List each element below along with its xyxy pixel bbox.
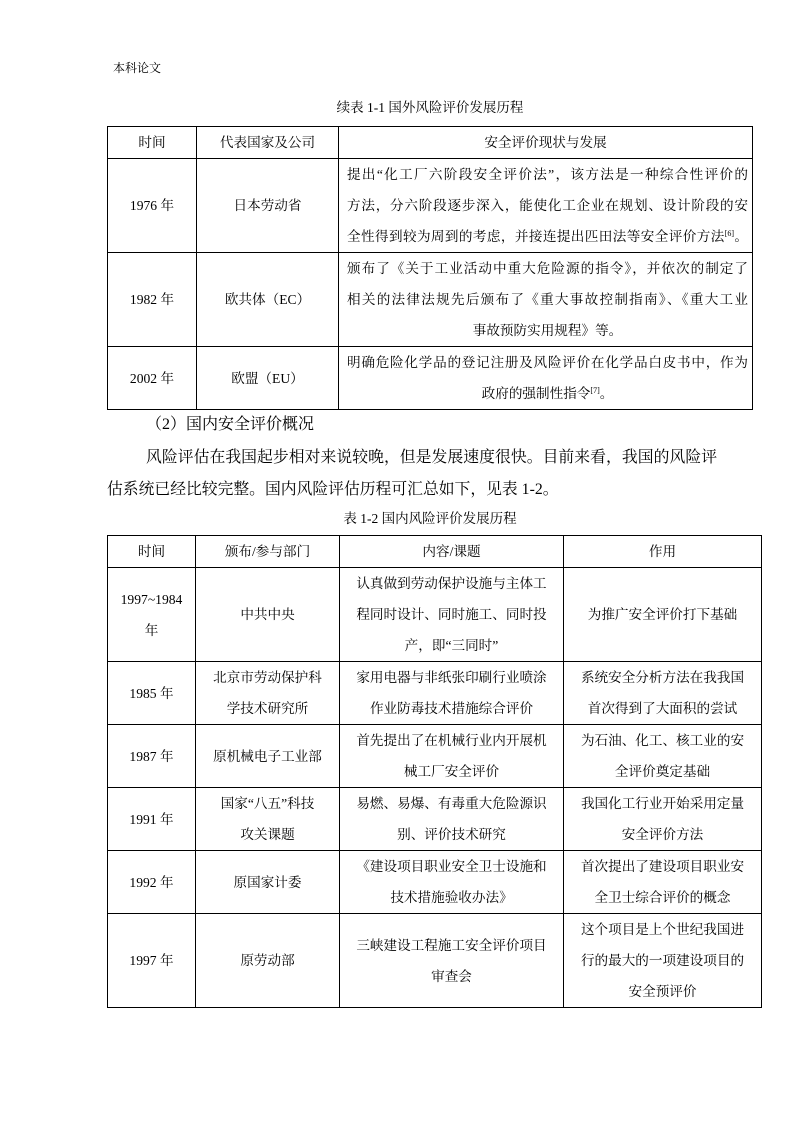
year-cell	[108, 851, 196, 914]
table-row	[108, 788, 762, 851]
table-row	[108, 568, 762, 662]
effect-cell	[564, 568, 762, 662]
line-text: 全性得到较为周到的考虑，并接连提出匹田法等安全评价方法	[347, 229, 725, 244]
paragraph-line: 风险评估在我国起步相对来说较晚，但是发展速度很快。目前来看，我国的风险评	[146, 449, 717, 466]
text-line: 1997 年	[129, 953, 174, 968]
year-cell	[108, 914, 196, 1008]
organization-cell: 日本劳动省	[197, 159, 339, 253]
department-cell	[196, 568, 340, 662]
content-cell	[340, 725, 564, 788]
text-line: 相关的法律法规先后颁布了《重大事故控制指南》、《重大工业	[347, 292, 748, 307]
line-text-tail: 。	[599, 386, 614, 401]
content-cell	[340, 788, 564, 851]
text-line	[347, 221, 748, 252]
department-cell	[196, 725, 340, 788]
text-line: 别、评价技术研究	[397, 827, 506, 842]
text-line: 技术措施验收办法》	[390, 890, 513, 905]
text-line: 学技术研究所	[226, 701, 309, 716]
text-line: 审查会	[431, 968, 472, 984]
text-line: 为石油、化工、核工业的安	[580, 733, 745, 748]
table-row	[108, 662, 762, 725]
text-line: 中共中央	[240, 607, 295, 622]
text-line: 年	[144, 622, 159, 638]
year-cell: 1982 年	[108, 253, 197, 347]
year-cell	[108, 568, 196, 662]
year-cell: 1976 年	[108, 159, 197, 253]
text-line: 全评价奠定基础	[614, 764, 711, 779]
content-cell	[340, 851, 564, 914]
table-header-row	[108, 536, 762, 568]
text-line: 安全预评价	[628, 984, 697, 999]
table-row	[108, 159, 753, 253]
line-text: 政府的强制性指令	[481, 386, 591, 401]
department-cell	[196, 851, 340, 914]
content-cell	[340, 568, 564, 662]
text-line: 易燃、易爆、有毒重大危险源识	[356, 796, 547, 811]
organization-cell: 欧盟（EU）	[197, 347, 339, 410]
text-line: 颁布了《关于工业活动中重大危险源的指令》，并依次的制定了	[347, 261, 748, 276]
content-cell	[340, 914, 564, 1008]
table-1-1-caption: 续表 1-1 国外风险评价发展历程	[336, 100, 524, 115]
text-line: 家用电器与非纸张印刷行业喷涂	[356, 670, 547, 685]
table-row	[108, 347, 753, 410]
year-cell	[108, 662, 196, 725]
paragraph-line: 估系统已经比较完整。国内风险评估历程可汇总如下，见表 1-2。	[107, 481, 559, 498]
header-cell-status: 安全评价现状与发展	[339, 127, 753, 159]
table-row	[108, 914, 762, 1008]
text-line: 原国家计委	[233, 874, 302, 890]
text-line: 首次得到了大面积的尝试	[587, 701, 738, 716]
header-cell-country: 代表国家及公司	[197, 127, 339, 159]
body-paragraph	[107, 442, 717, 506]
description-cell	[339, 253, 753, 347]
text-line: 1997~1984	[120, 591, 183, 607]
effect-cell	[564, 914, 762, 1008]
text-line: 1985 年	[129, 685, 174, 701]
header-cell-time: 时间	[108, 127, 197, 159]
running-header: 本科论文	[113, 61, 162, 75]
table-row	[108, 253, 753, 347]
year-cell	[108, 725, 196, 788]
department-cell	[196, 788, 340, 851]
text-line: 攻关课题	[240, 827, 295, 842]
table-1-2-caption: 表 1-2 国内风险评价发展历程	[343, 511, 517, 526]
header-cell-time: 时间	[108, 536, 196, 568]
citation-superscript: [6]	[724, 229, 735, 238]
text-line: 《建设项目职业安全卫士设施和	[356, 859, 547, 874]
text-line: 三峡建设工程施工安全评价项目	[356, 937, 547, 953]
organization-cell: 欧共体（EC）	[197, 253, 339, 347]
text-line: 这个项目是上个世纪我国进	[580, 922, 745, 937]
text-line: 行的最大的一项建设项目的	[580, 953, 745, 968]
department-cell	[196, 914, 340, 1008]
text-line: 首先提出了在机械行业内开展机	[356, 733, 547, 748]
text-line: 全卫士综合评价的概念	[594, 890, 731, 905]
content-cell	[340, 662, 564, 725]
text-line	[347, 378, 748, 409]
text-line: 为推广安全评价打下基础	[587, 607, 738, 622]
text-line: 产，即“三同时”	[404, 638, 499, 653]
effect-cell	[564, 725, 762, 788]
text-line: 北京市劳动保护科	[213, 670, 322, 685]
table-row	[108, 851, 762, 914]
text-line: 1992 年	[129, 874, 174, 890]
foreign-risk-assessment-table	[107, 126, 753, 410]
effect-cell	[564, 851, 762, 914]
text-line: 1987 年	[129, 748, 174, 764]
header-cell-department: 颁布/参与部门	[196, 536, 340, 568]
year-cell: 2002 年	[108, 347, 197, 410]
domestic-risk-assessment-table	[107, 535, 762, 1008]
citation-superscript: [7]	[590, 386, 600, 395]
effect-cell	[564, 662, 762, 725]
text-line: 系统安全分析方法在我我国	[580, 670, 745, 685]
text-line: 提出“化工厂六阶段安全评价法”，该方法是一种综合性评价的	[347, 167, 748, 182]
line-text-tail: 。	[734, 229, 749, 244]
section-heading: （2）国内安全评价概况	[146, 416, 315, 433]
text-line: 国家“八五”科技	[220, 796, 315, 811]
header-cell-effect: 作用	[564, 536, 762, 568]
text-line: 作业防毒技术措施综合评价	[369, 701, 534, 716]
effect-cell	[564, 788, 762, 851]
text-line: 程同时设计、同时施工、同时投	[356, 607, 547, 622]
text-line: 1991 年	[129, 811, 174, 827]
text-line: 我国化工行业开始采用定量	[580, 796, 745, 811]
text-line: 明确危险化学品的登记注册及风险评价在化学品白皮书中，作为	[347, 355, 748, 370]
text-line: 首次提出了建设项目职业安	[580, 859, 745, 874]
text-line: 安全评价方法	[621, 827, 704, 842]
text-line: 认真做到劳动保护设施与主体工	[356, 576, 547, 591]
text-line: 事故预防实用规程》等。	[472, 323, 623, 338]
text-line: 原机械电子工业部	[213, 748, 322, 764]
header-cell-content: 内容/课题	[340, 536, 564, 568]
department-cell	[196, 662, 340, 725]
table-header-row	[108, 127, 753, 159]
text-line: 原劳动部	[240, 953, 295, 968]
text-line: 械工厂安全评价	[403, 764, 500, 779]
table-row	[108, 725, 762, 788]
year-cell	[108, 788, 196, 851]
description-cell	[339, 159, 753, 253]
text-line: 方法，分六阶段逐步深入，能使化工企业在规划、设计阶段的安	[347, 198, 748, 213]
description-cell	[339, 347, 753, 410]
